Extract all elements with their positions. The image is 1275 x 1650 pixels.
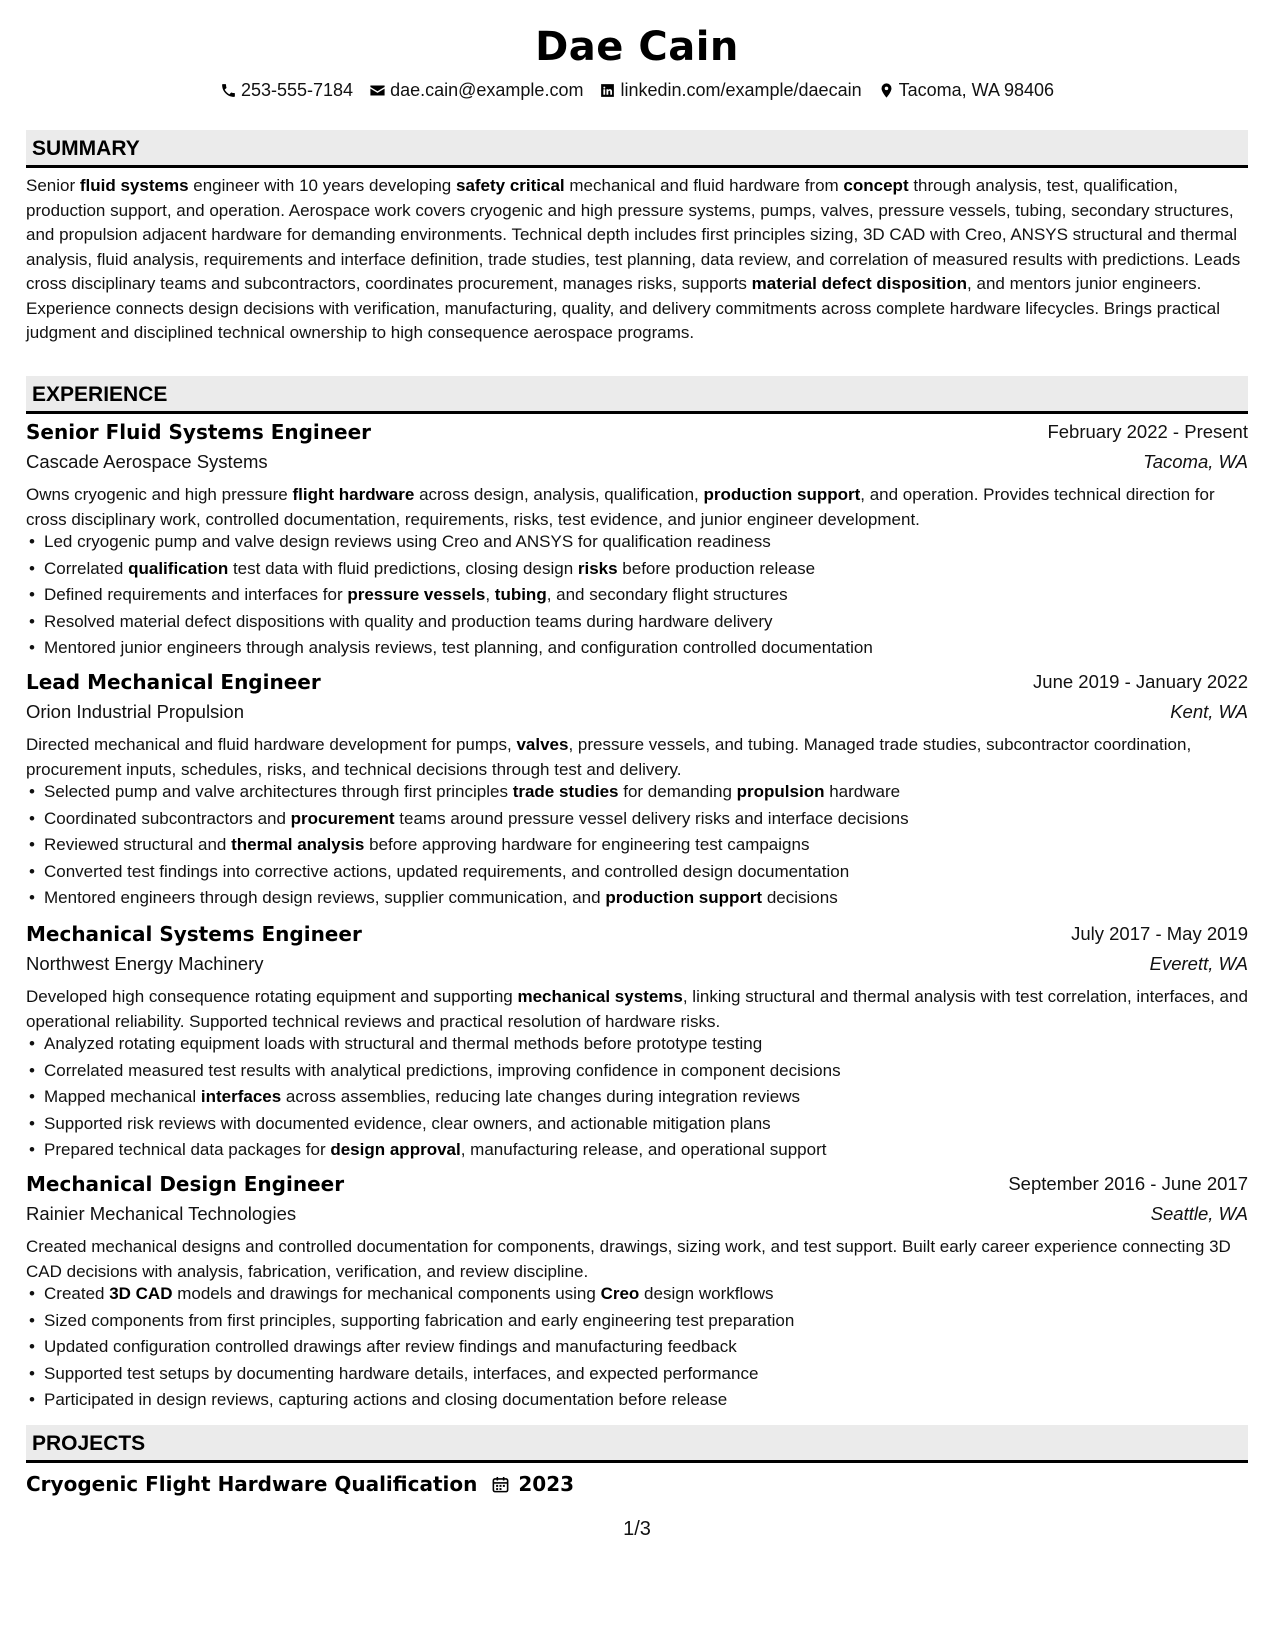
bullet-item: • Prepared technical data packages for design approval, manufacturing release, and operational support xyxy=(26,1138,1248,1165)
linkedin-link[interactable]: linkedin.com/example/daecain xyxy=(620,80,862,100)
emphasis-text: safety critical xyxy=(455,176,565,195)
bullet-item: • Mentored junior engineers through analysis reviews, test planning, and configuration controlled documentation xyxy=(26,636,1248,663)
resume-page xyxy=(26,0,1248,1650)
bullet-item: • Correlated qualification test data with fluid predictions, closing design risks before production release xyxy=(26,557,1248,584)
contact-linkedin[interactable] xyxy=(599,80,861,101)
emphasis-text: propulsion xyxy=(736,782,825,801)
bullet-item: • Coordinated subcontractors and procurement teams around pressure vessel delivery risks and interface decisions xyxy=(26,807,1248,834)
page-number: 1/3 xyxy=(623,1518,651,1540)
bullet-item: • Resolved material defect dispositions with quality and production teams during hardware delivery xyxy=(26,610,1248,637)
job-bullets xyxy=(26,780,1248,913)
job-title: Lead Mechanical Engineer xyxy=(26,670,321,694)
calendar-icon xyxy=(491,1475,510,1494)
emphasis-text: production support xyxy=(703,485,861,504)
section-experience-header xyxy=(26,376,1248,414)
emphasis-text: risks xyxy=(577,558,618,578)
job-company: Cascade Aerospace Systems xyxy=(26,451,268,472)
job-bullets xyxy=(26,1282,1248,1415)
project-entry xyxy=(26,1472,574,1496)
bullet-item: • Supported test setups by documenting hardware details, interfaces, and expected performance xyxy=(26,1362,1248,1389)
emphasis-text: 3D CAD xyxy=(109,1284,173,1303)
emphasis-text: design approval xyxy=(330,1140,461,1159)
emphasis-text: qualification xyxy=(128,558,229,578)
emphasis-text: flight hardware xyxy=(292,485,415,504)
emphasis-text: trade studies xyxy=(512,782,619,801)
job-location: Seattle, WA xyxy=(1150,1203,1248,1224)
job-dates: June 2019 - January 2022 xyxy=(1033,671,1248,692)
job-bullets xyxy=(26,1032,1248,1165)
emphasis-text: procurement xyxy=(290,808,395,828)
job-description: Directed mechanical and fluid hardware development for pumps, valves, pressure vessels, and tubing. Managed trade studies, subcontractor coordination, procurement inputs, schedules, risks, and technical decisions through test and delivery. xyxy=(26,735,1192,779)
emphasis-text: tubing xyxy=(494,585,547,604)
location-text: Tacoma, WA 98406 xyxy=(898,80,1055,100)
bullet-item: • Sized components from first principles, supporting fabrication and early engineering test preparation xyxy=(26,1309,1248,1336)
section-summary-title: SUMMARY xyxy=(32,137,140,160)
section-experience-title: EXPERIENCE xyxy=(32,383,168,406)
bullet-item: • Reviewed structural and thermal analysis before approving hardware for engineering test campaigns xyxy=(26,833,1248,860)
bullet-item: • Participated in design reviews, capturing actions and closing documentation before release xyxy=(26,1388,1248,1415)
job-dates: September 2016 - June 2017 xyxy=(1008,1173,1248,1194)
job-title: Mechanical Design Engineer xyxy=(26,1172,345,1196)
bullet-item: • Updated configuration controlled drawings after review findings and manufacturing feedback xyxy=(26,1335,1248,1362)
section-projects-title: PROJECTS xyxy=(32,1432,146,1455)
job-title: Senior Fluid Systems Engineer xyxy=(26,420,371,444)
emphasis-text: pressure vessels xyxy=(347,585,486,604)
job-location: Tacoma, WA xyxy=(1143,451,1248,472)
contact-phone xyxy=(220,80,353,101)
bullet-item: • Created 3D CAD models and drawings for mechanical components using Creo design workflows xyxy=(26,1282,1248,1309)
job-company: Rainier Mechanical Technologies xyxy=(26,1203,297,1224)
job-title: Mechanical Systems Engineer xyxy=(26,922,362,946)
job-dates: July 2017 - May 2019 xyxy=(1071,923,1248,944)
emphasis-text: concept xyxy=(843,176,909,195)
emphasis-text: thermal analysis xyxy=(231,835,365,854)
job-description: Created mechanical designs and controlled documentation for components, drawings, sizing work, and test support. Built early career experience connecting 3D CAD decisions with analysis, fabrication, verification, and review discipline. xyxy=(26,1237,1231,1281)
emphasis-text: production support xyxy=(605,888,763,907)
phone-icon xyxy=(220,82,237,99)
candidate-name: Dae Cain xyxy=(535,24,739,70)
job-dates: February 2022 - Present xyxy=(1047,421,1248,442)
job-description: Developed high consequence rotating equipment and supporting mechanical systems, linking structural and thermal analysis with test correlation, interfaces, and operational reliability. Supported technical reviews and practical resolution of hardware risks. xyxy=(26,987,1248,1031)
emphasis-text: mechanical systems xyxy=(517,987,683,1006)
summary-text: Senior fluid systems engineer with 10 years developing safety critical mechanical and fluid hardware from concept through analysis, test, qualification, production support, and operation. Aerospace work covers cryogenic and high pressure systems, pumps, valves, pressure vessels, tubing, secondary structures, and propulsion adjacent hardware for demanding environments. Technical depth includes first principles sizing, 3D CAD with Creo, ANSYS structural and thermal analysis, fluid analysis, requirements and interface definition, trade studies, test planning, data review, and correlation of measured results with predictions. Leads cross disciplinary teams and subcontractors, coordinates procurement, manages risks, supports material defect disposition, and mentors junior engineers. Experience connects design decisions with verification, manufacturing, quality, and delivery commitments across complete hardware lifecycles. Brings practical judgment and disciplined technical ownership to high consequence aerospace programs. xyxy=(26,176,1241,342)
envelope-icon xyxy=(369,82,386,99)
project-title: Cryogenic Flight Hardware Qualification xyxy=(26,1472,478,1496)
job-company: Orion Industrial Propulsion xyxy=(26,701,244,722)
section-projects-header xyxy=(26,1425,1248,1463)
emphasis-text: valves xyxy=(516,735,569,754)
map-pin-icon xyxy=(878,82,895,99)
contact-location xyxy=(878,80,1054,101)
project-year: 2023 xyxy=(518,1472,575,1496)
linkedin-icon xyxy=(599,82,616,99)
job-company: Northwest Energy Machinery xyxy=(26,953,264,974)
email-link[interactable]: dae.cain@example.com xyxy=(390,80,584,100)
emphasis-text: Creo xyxy=(600,1284,640,1303)
emphasis-text: interfaces xyxy=(200,1087,282,1106)
emphasis-text: fluid systems xyxy=(79,176,189,195)
bullet-item: • Converted test findings into corrective actions, updated requirements, and controlled design documentation xyxy=(26,860,1248,887)
contact-email[interactable] xyxy=(369,80,583,101)
bullet-item: • Correlated measured test results with analytical predictions, improving confidence in component decisions xyxy=(26,1059,1248,1086)
emphasis-text: material defect disposition xyxy=(751,274,968,293)
bullet-item: • Mentored engineers through design reviews, supplier communication, and production support decisions xyxy=(26,886,1248,913)
bullet-item: • Supported risk reviews with documented evidence, clear owners, and actionable mitigation plans xyxy=(26,1112,1248,1139)
bullet-item: • Analyzed rotating equipment loads with structural and thermal methods before prototype testing xyxy=(26,1032,1248,1059)
job-description: Owns cryogenic and high pressure flight hardware across design, analysis, qualification, production support, and operation. Provides technical direction for cross disciplinary work, controlled documentation, requirements, risks, test evidence, and junior engineer development. xyxy=(26,485,1215,529)
job-location: Kent, WA xyxy=(1170,701,1248,722)
job-bullets xyxy=(26,530,1248,663)
phone-text: 253-555-7184 xyxy=(240,80,354,100)
bullet-item: • Selected pump and valve architectures through first principles trade studies for demanding propulsion hardware xyxy=(26,780,1248,807)
bullet-item: • Defined requirements and interfaces for pressure vessels, tubing, and secondary flight structures xyxy=(26,583,1248,610)
job-location: Everett, WA xyxy=(1149,953,1248,974)
bullet-item: • Led cryogenic pump and valve design reviews using Creo and ANSYS for qualification readiness xyxy=(26,530,1248,557)
bullet-item: • Mapped mechanical interfaces across assemblies, reducing late changes during integration reviews xyxy=(26,1085,1248,1112)
section-summary-header xyxy=(26,130,1248,168)
contact-bar xyxy=(26,80,1248,101)
